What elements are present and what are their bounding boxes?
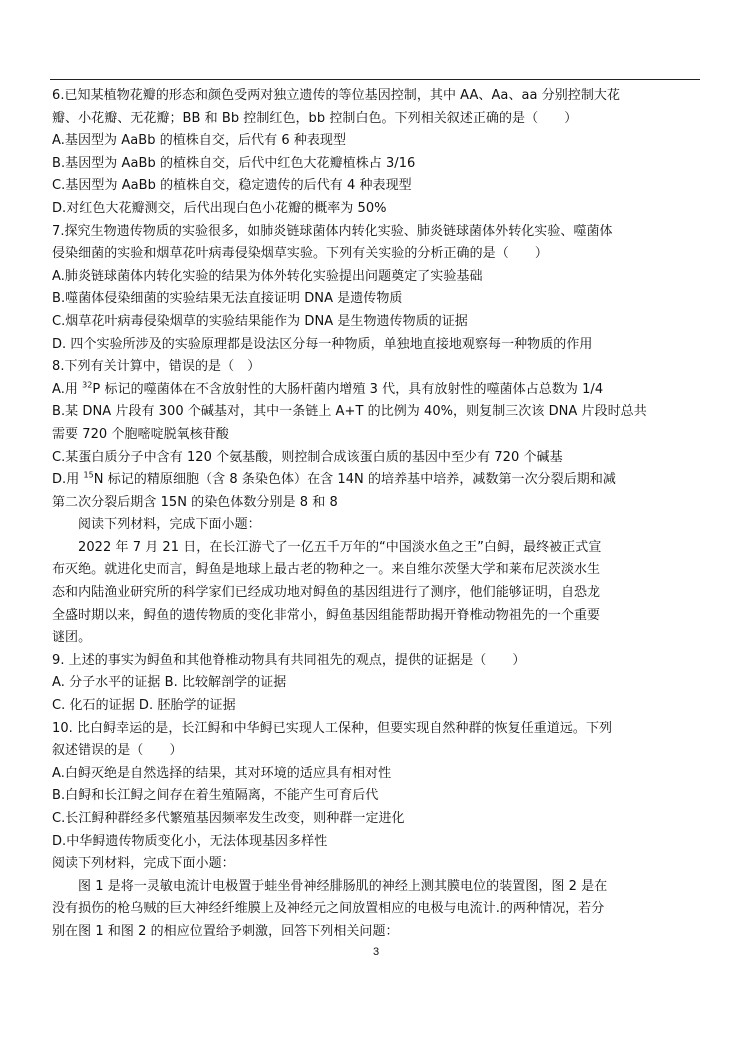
passage-1-line: 2022 年 7 月 21 日，在长江游弋了一亿五千万年的“中国淡水鱼之王”白鲟，最终被正式宣 — [78, 539, 602, 555]
option-a-prefix: A.用 — [52, 381, 83, 397]
question-7-stem-cont: 侵染细菌的实验和烟草花叶病毒侵染烟草实验。下列有关实验的分析正确的是（ ） — [52, 246, 548, 262]
page-number: 3 — [372, 946, 380, 958]
document-body — [52, 85, 702, 944]
question-10-option-a: A.白鲟灭绝是自然选择的结果，其对环境的适应具有相对性 — [52, 765, 392, 781]
question-6-option-b: B.基因型为 AaBb 的植株自交，后代中红色大花瓣植株占 3/16 — [52, 155, 416, 171]
question-6-option-c: C.基因型为 AaBb 的植株自交，稳定遗传的后代有 4 种表现型 — [52, 178, 412, 194]
passage-1-line: 全盛时期以来，鲟鱼的遗传物质的变化非常小，鲟鱼基因组能帮助揭开脊椎动物祖先的一个重要 — [52, 607, 601, 623]
question-8-option-b-cont: 需要 720 个胞嘧啶脱氧核苷酸 — [52, 426, 229, 442]
passage-2-line: 没有损伤的枪乌贼的巨大神经纤维膜上及神经元之间放置相应的电极与电流计.的两种情况，若分 — [52, 901, 605, 917]
option-a-text: P 标记的噬菌体在不含放射性的大肠杆菌内增殖 3 代，具有放射性的噬菌体占总数为 1/4 — [92, 381, 604, 397]
question-8-option-a — [52, 379, 702, 402]
question-8-option-c: C.某蛋白质分子中含有 120 个氨基酸，则控制合成该蛋白质的基因中至少有 720 个碱基 — [52, 449, 563, 465]
isotope-superscript: 32 — [82, 380, 93, 390]
question-7-option-d: D. 四个实验所涉及的实验原理都是设法区分每一种物质，单独地直接地观察每一种物质的作用 — [52, 336, 593, 352]
question-7-option-a: A.肺炎链球菌体内转化实验的结果为体外转化实验提出问题奠定了实验基础 — [52, 268, 483, 284]
question-9-options-cd: C. 化石的证据 D. 胚胎学的证据 — [52, 698, 236, 714]
header-rule — [50, 79, 700, 80]
question-8-option-d-cont: 第二次分裂后期含 15N 的染色体数分别是 8 和 8 — [52, 494, 338, 510]
question-10-stem-cont: 叙述错误的是（ ） — [52, 743, 183, 759]
question-6-stem-cont: 瓣、小花瓣、无花瓣；BB 和 Bb 控制红色，bb 控制白色。下列相关叙述正确的是（ ） — [52, 110, 578, 126]
passage-2-line: 别在图 1 和图 2 的相应位置给予刺激，回答下列相关问题： — [52, 923, 399, 939]
question-6-option-a: A.基因型为 AaBb 的植株自交，后代有 6 种表现型 — [52, 133, 347, 149]
question-7-stem: 7.探究生物遗传物质的实验很多，如肺炎链球菌体内转化实验、肺炎链球菌体外转化实验、噬菌体 — [52, 223, 613, 239]
question-9-stem: 9. 上述的事实为鲟鱼和其他脊椎动物具有共同祖先的观点，提供的证据是（ ） — [52, 652, 526, 668]
question-9-options-ab: A. 分子水平的证据 B. 比较解剖学的证据 — [52, 675, 287, 691]
reading-prompt-1: 阅读下列材料，完成下面小题： — [78, 517, 261, 533]
question-10-option-d: D.中华鲟遗传物质变化小，无法体现基因多样性 — [52, 833, 328, 849]
question-8-option-b: B.某 DNA 片段有 300 个碱基对，其中一条链上 A+T 的比例为 40%，则复制三次该 DNA 片段时总共 — [52, 404, 647, 420]
question-6-stem: 6.已知某植物花瓣的形态和颜色受两对独立遗传的等位基因控制，其中 AA、Aa、aa 分别控制大花 — [52, 88, 621, 103]
question-6-option-d: D.对红色大花瓣测交，后代出现白色小花瓣的概率为 50% — [52, 200, 387, 216]
question-10-option-c: C.长江鲟种群经多代繁殖基因频率发生改变，则种群一定进化 — [52, 811, 405, 826]
question-10-stem: 10. 比白鲟幸运的是，长江鲟和中华鲟已实现人工保种，但要实现自然种群的恢复任重道远。下列 — [52, 720, 613, 736]
reading-prompt-2: 阅读下列材料，完成下面小题： — [52, 856, 235, 872]
question-7-option-b: B.噬菌体侵染细菌的实验结果无法直接证明 DNA 是遗传物质 — [52, 291, 403, 307]
passage-1-line: 态和内陆渔业研究所的科学家们已经成功地对鲟鱼的基因组进行了测序，他们能够证明，自恐龙 — [52, 585, 601, 601]
passage-2-line: 图 1 是将一灵敏电流计电极置于蛙坐骨神经腓肠肌的神经上测其膜电位的装置图，图 2 是在 — [78, 878, 608, 894]
isotope-superscript: 15 — [83, 470, 94, 480]
question-8-option-d — [52, 469, 702, 492]
question-7-option-c: C.烟草花叶病毒侵染烟草的实验结果能作为 DNA 是生物遗传物质的证据 — [52, 313, 468, 329]
option-d-text: N 标记的精原细胞（含 8 条染色体）在含 14N 的培养基中培养，减数第一次分裂后期和减 — [93, 472, 616, 488]
question-10-option-b: B.白鲟和长江鲟之间存在着生殖隔离，不能产生可育后代 — [52, 788, 379, 804]
passage-1-line: 谜团。 — [52, 630, 92, 646]
passage-1-line: 布灭绝。就进化史而言，鲟鱼是地球上最古老的物种之一。来自维尔茨堡大学和莱布尼茨淡水生 — [52, 562, 601, 578]
option-d-prefix: D.用 — [52, 472, 84, 488]
question-8-stem: 8.下列有关计算中，错误的是（ ） — [52, 359, 261, 375]
